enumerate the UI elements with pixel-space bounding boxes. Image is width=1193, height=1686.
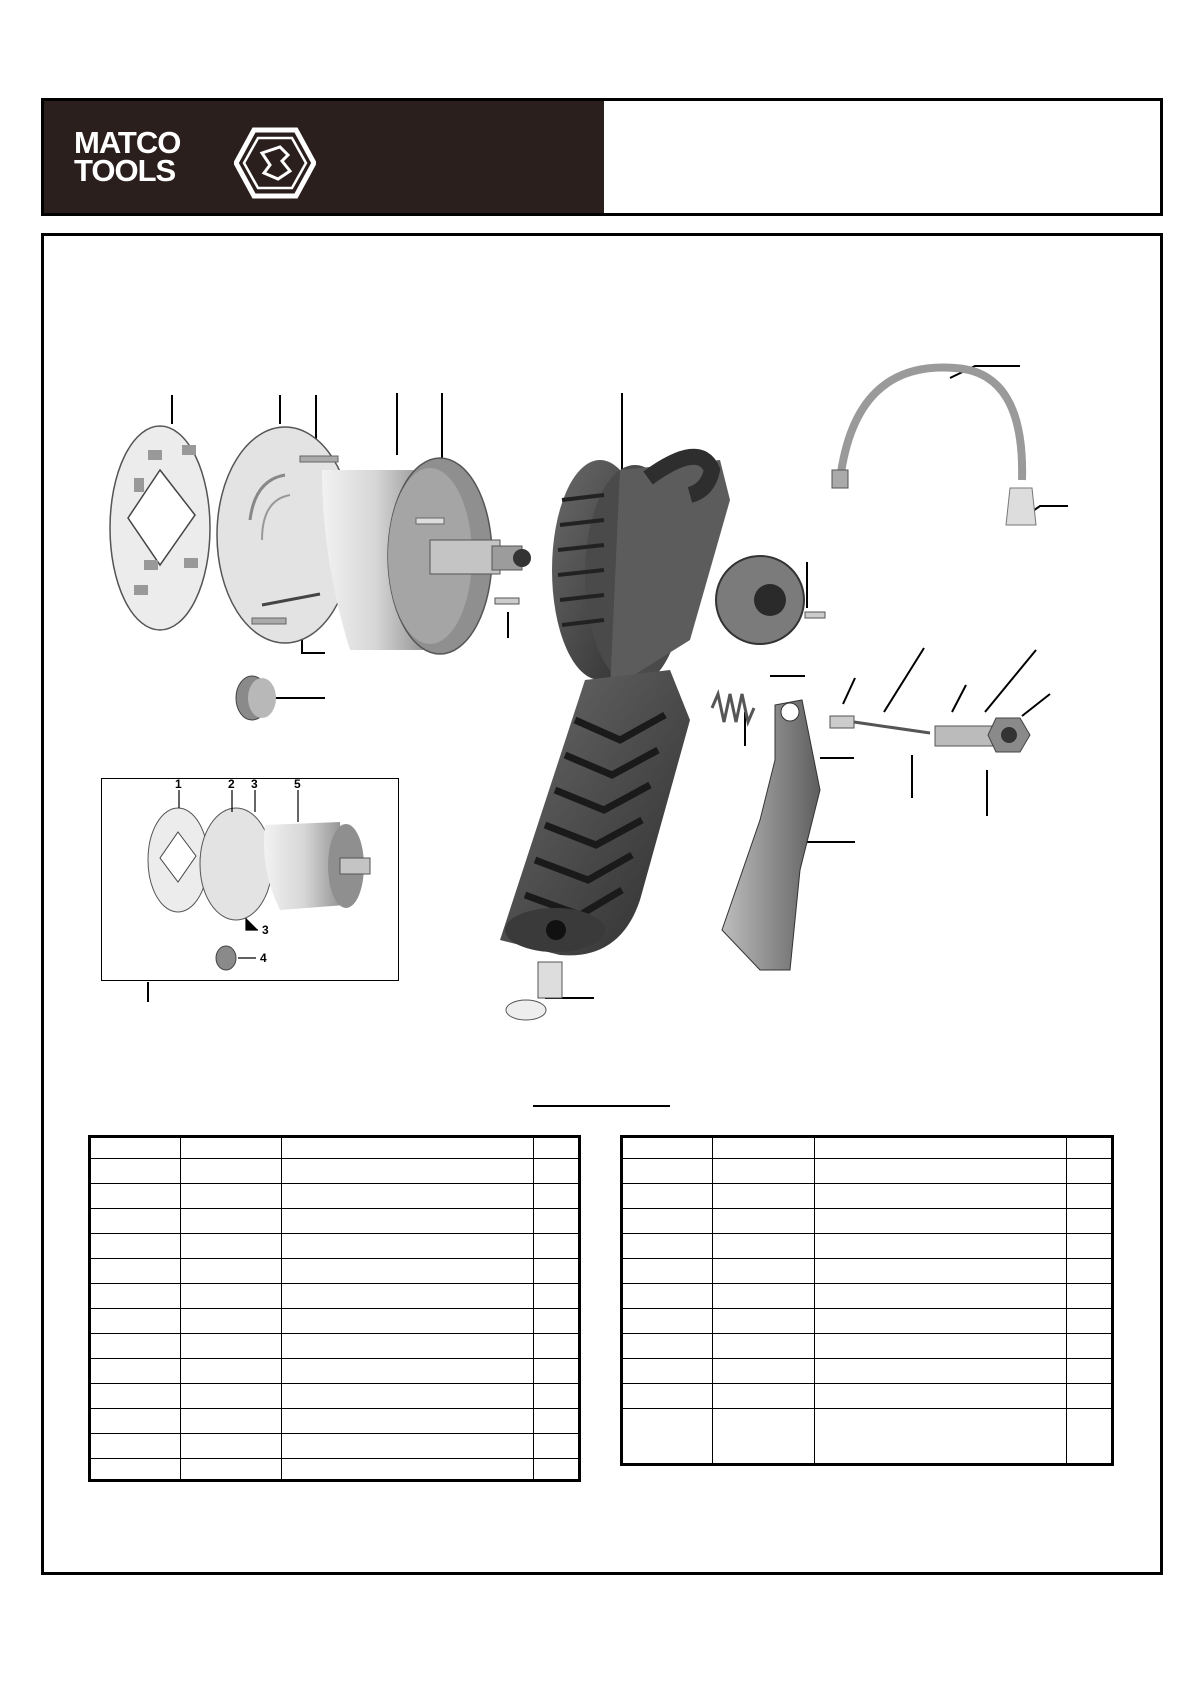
table-cell — [712, 1209, 814, 1234]
table-cell — [814, 1309, 1066, 1334]
table-cell — [90, 1234, 181, 1259]
table-cell — [1067, 1284, 1113, 1309]
table-cell — [282, 1234, 534, 1259]
gauge-housing — [322, 458, 531, 654]
table-cell — [534, 1284, 580, 1309]
table-cell — [1067, 1259, 1113, 1284]
table-cell — [282, 1137, 534, 1159]
table-cell — [1067, 1184, 1113, 1209]
screw-part — [495, 598, 519, 604]
table-cell — [1067, 1309, 1113, 1334]
table-row — [90, 1184, 580, 1209]
table-row — [90, 1234, 580, 1259]
table-row — [90, 1434, 580, 1459]
table-cell — [814, 1234, 1066, 1259]
table-cell — [90, 1209, 181, 1234]
table-cell — [712, 1159, 814, 1184]
table-cell — [534, 1159, 580, 1184]
parts-table-right — [620, 1135, 1114, 1466]
table-cell — [180, 1309, 282, 1334]
table-cell — [534, 1209, 580, 1234]
caption-underline — [533, 1105, 670, 1107]
table-cell — [534, 1137, 580, 1159]
table-row — [622, 1137, 1113, 1159]
table-cell — [282, 1309, 534, 1334]
table-cell — [622, 1234, 713, 1259]
table-cell — [180, 1409, 282, 1434]
table-row — [90, 1359, 580, 1384]
table-row — [90, 1209, 580, 1234]
table-cell — [712, 1359, 814, 1384]
table-cell — [282, 1284, 534, 1309]
table-cell — [534, 1234, 580, 1259]
table-cell — [90, 1259, 181, 1284]
inset-callout-3: 3 — [251, 777, 258, 791]
table-cell — [534, 1334, 580, 1359]
table-cell — [712, 1184, 814, 1209]
inset-callout-1: 1 — [175, 777, 182, 791]
table-row — [90, 1409, 580, 1434]
table-cell — [90, 1434, 181, 1459]
table-cell — [814, 1409, 1066, 1465]
table-row — [90, 1159, 580, 1184]
table-cell — [90, 1334, 181, 1359]
table-cell — [90, 1384, 181, 1409]
table-cell — [90, 1459, 181, 1481]
table-row — [90, 1284, 580, 1309]
table-cell — [282, 1409, 534, 1434]
inset-callout-2: 2 — [228, 777, 235, 791]
table-cell — [180, 1384, 282, 1409]
trigger-lever — [722, 700, 820, 970]
table-row — [622, 1284, 1113, 1309]
table-cell — [622, 1384, 713, 1409]
table-row — [622, 1159, 1113, 1184]
table-cell — [180, 1209, 282, 1234]
table-row — [90, 1259, 580, 1284]
table-cell — [282, 1209, 534, 1234]
table-cell — [814, 1384, 1066, 1409]
table-cell — [180, 1259, 282, 1284]
gauge-back-plate — [110, 426, 210, 630]
inset-callout-3b: 3 — [262, 923, 269, 937]
table-cell — [712, 1284, 814, 1309]
table-cell — [1067, 1234, 1113, 1259]
table-row — [90, 1384, 580, 1409]
table-row — [622, 1409, 1113, 1465]
table-cell — [712, 1384, 814, 1409]
table-cell — [814, 1359, 1066, 1384]
table-row — [622, 1184, 1113, 1209]
table-cell — [90, 1284, 181, 1309]
table-cell — [1067, 1209, 1113, 1234]
table-cell — [814, 1209, 1066, 1234]
table-cell — [282, 1334, 534, 1359]
table-cell — [282, 1434, 534, 1459]
small-fitting — [805, 612, 825, 618]
trigger-spring — [712, 694, 754, 722]
inset-detail-box — [101, 778, 399, 981]
table-cell — [180, 1137, 282, 1159]
table-cell — [90, 1359, 181, 1384]
table-cell — [622, 1284, 713, 1309]
table-cell — [712, 1234, 814, 1259]
table-cell — [90, 1184, 181, 1209]
table-cell — [814, 1284, 1066, 1309]
brand-line-2: TOOLS — [74, 153, 176, 188]
table-cell — [282, 1259, 534, 1284]
table-cell — [180, 1334, 282, 1359]
lens-cap — [236, 676, 276, 720]
table-row — [90, 1459, 580, 1481]
valve-stem-assembly — [830, 716, 1030, 752]
table-cell — [180, 1284, 282, 1309]
table-cell — [180, 1434, 282, 1459]
table-cell — [712, 1334, 814, 1359]
table-cell — [814, 1159, 1066, 1184]
table-row — [622, 1309, 1113, 1334]
table-cell — [534, 1409, 580, 1434]
table-row — [622, 1259, 1113, 1284]
table-cell — [622, 1137, 713, 1159]
table-cell — [1067, 1384, 1113, 1409]
table-cell — [90, 1137, 181, 1159]
table-cell — [622, 1159, 713, 1184]
table-cell — [712, 1309, 814, 1334]
table-cell — [622, 1334, 713, 1359]
air-inlet-fitting — [506, 962, 562, 1020]
table-row — [90, 1309, 580, 1334]
table-cell — [180, 1234, 282, 1259]
table-cell — [90, 1309, 181, 1334]
table-cell — [282, 1384, 534, 1409]
table-cell — [622, 1209, 713, 1234]
table-cell — [534, 1459, 580, 1481]
air-hose — [832, 368, 1036, 526]
table-cell — [534, 1384, 580, 1409]
table-cell — [534, 1309, 580, 1334]
table-cell — [1067, 1359, 1113, 1384]
table-cell — [1067, 1159, 1113, 1184]
table-cell — [180, 1359, 282, 1384]
table-cell — [282, 1159, 534, 1184]
table-cell — [534, 1434, 580, 1459]
table-cell — [1067, 1137, 1113, 1159]
inset-callout-5: 5 — [294, 777, 301, 791]
table-cell — [814, 1334, 1066, 1359]
table-cell — [180, 1459, 282, 1481]
table-cell — [712, 1409, 814, 1465]
table-cell — [1067, 1334, 1113, 1359]
table-cell — [534, 1359, 580, 1384]
table-cell — [180, 1184, 282, 1209]
table-cell — [622, 1359, 713, 1384]
brand-line-1: MATCO — [74, 125, 181, 160]
table-cell — [1067, 1409, 1113, 1465]
table-cell — [712, 1259, 814, 1284]
table-cell — [534, 1184, 580, 1209]
inset-callout-4: 4 — [260, 951, 267, 965]
table-cell — [534, 1259, 580, 1284]
table-cell — [622, 1409, 713, 1465]
table-row — [622, 1209, 1113, 1234]
parts-table-left — [88, 1135, 581, 1482]
table-row — [622, 1234, 1113, 1259]
table-cell — [814, 1259, 1066, 1284]
table-cell — [622, 1259, 713, 1284]
table-row — [622, 1384, 1113, 1409]
table-cell — [180, 1159, 282, 1184]
table-cell — [712, 1137, 814, 1159]
table-row — [90, 1334, 580, 1359]
table-cell — [282, 1184, 534, 1209]
table-cell — [622, 1184, 713, 1209]
table-cell — [282, 1459, 534, 1481]
table-row — [622, 1359, 1113, 1384]
table-cell — [622, 1309, 713, 1334]
table-cell — [814, 1137, 1066, 1159]
table-cell — [282, 1359, 534, 1384]
table-row — [90, 1137, 580, 1159]
table-cell — [814, 1184, 1066, 1209]
table-cell — [90, 1409, 181, 1434]
table-row — [622, 1334, 1113, 1359]
table-cell — [90, 1159, 181, 1184]
